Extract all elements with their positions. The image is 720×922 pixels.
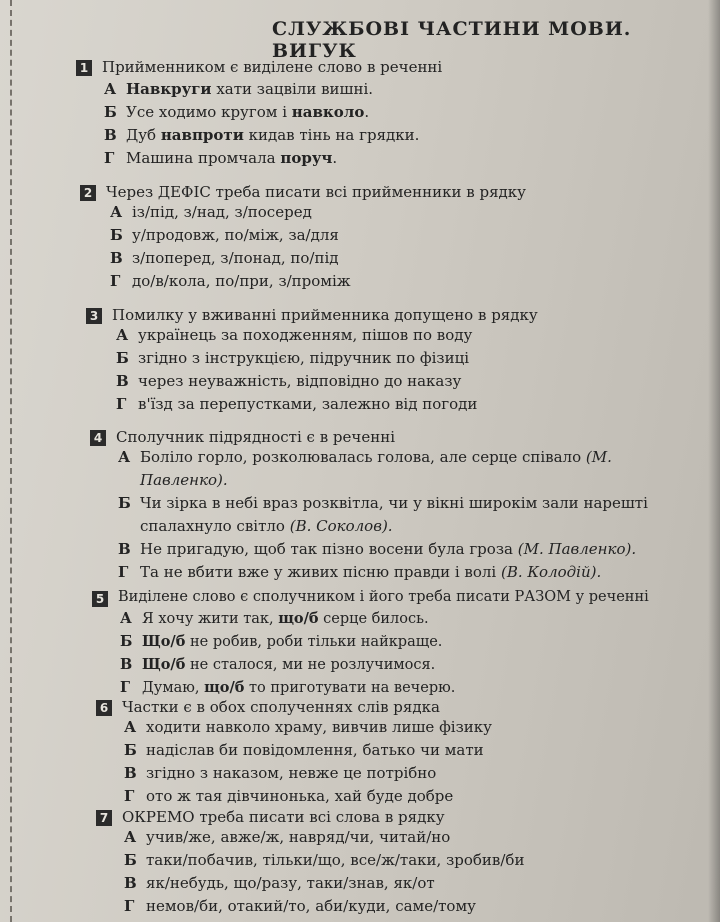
- option-author: (В. Колодій).: [501, 563, 602, 581]
- question-header: [96, 808, 524, 826]
- answer-option-d[interactable]: [124, 895, 524, 918]
- answer-options: [116, 324, 538, 416]
- option-letter: Б: [104, 103, 117, 121]
- option-text-post: то приготувати на вечерю.: [244, 680, 456, 696]
- question-7: [96, 808, 524, 918]
- option-letter: Б: [116, 349, 129, 367]
- option-highlight-word: що/б: [278, 610, 319, 627]
- answer-option-d[interactable]: [124, 785, 492, 808]
- option-text-pre: Усе ходимо кругом і: [126, 103, 292, 121]
- option-text: [140, 538, 700, 561]
- question-text: Прийменником є виділене слово в реченні: [102, 58, 443, 76]
- option-letter: А: [120, 610, 132, 627]
- answer-option-a[interactable]: [124, 826, 524, 849]
- question-number: 7: [96, 810, 112, 826]
- question-number: 6: [96, 700, 112, 716]
- option-letter: Б: [110, 226, 123, 244]
- option-text: через неуважність, відповідно до наказу: [138, 372, 462, 390]
- option-text: [140, 446, 700, 492]
- option-letter: А: [124, 828, 137, 846]
- answer-option-c[interactable]: [104, 124, 442, 147]
- option-letter: В: [120, 656, 133, 673]
- option-letter: А: [116, 326, 129, 344]
- answer-option-c[interactable]: [120, 653, 649, 676]
- answer-option-b[interactable]: [110, 224, 526, 247]
- option-letter: В: [118, 540, 131, 558]
- option-letter: Б: [120, 633, 133, 650]
- option-text: [142, 653, 435, 676]
- option-text-post: не сталося, ми не розлучимося.: [185, 657, 436, 673]
- option-sentence: Боліло горло, розколювалась голова, але серце співало: [140, 448, 582, 466]
- option-text: [142, 630, 442, 653]
- option-text: ходити навколо храму, вивчив лише фізику: [146, 718, 492, 736]
- answer-option-a[interactable]: [124, 716, 492, 739]
- option-text-post: хати зацвіли вишні.: [211, 80, 374, 98]
- answer-option-b[interactable]: [116, 347, 538, 370]
- option-text: немов/би, отакий/то, аби/куди, саме/тому: [146, 897, 476, 915]
- answer-option-c[interactable]: [124, 762, 492, 785]
- question-header: [86, 306, 538, 324]
- option-letter: Б: [124, 741, 137, 759]
- option-text-pre: Дуб: [126, 126, 161, 144]
- answer-option-c[interactable]: [118, 538, 700, 561]
- option-letter: Г: [124, 787, 135, 805]
- question-6: [96, 698, 492, 808]
- option-text: [140, 492, 700, 538]
- option-text-post: не робив, роби тільки найкраще.: [185, 634, 443, 650]
- option-highlight-word: навпроти: [160, 126, 244, 144]
- option-letter: В: [124, 874, 137, 892]
- option-letter: Б: [118, 494, 131, 512]
- option-text-pre: Я хочу жити так,: [142, 611, 279, 627]
- option-author: (М. Павленко).: [517, 540, 637, 558]
- question-header: [96, 698, 492, 716]
- option-text-post: .: [364, 103, 370, 121]
- option-text: з/поперед, з/понад, по/під: [132, 249, 339, 267]
- question-header: [90, 428, 700, 446]
- answer-option-b[interactable]: [124, 739, 492, 762]
- option-text: [126, 78, 373, 101]
- question-text: Через ДЕФІС треба писати всі прийменники в рядку: [106, 183, 526, 201]
- answer-option-a[interactable]: [118, 446, 700, 492]
- option-letter: В: [124, 764, 137, 782]
- page-title: СЛУЖБОВІ ЧАСТИНИ МОВИ. ВИГУК: [272, 18, 632, 62]
- answer-options: [110, 201, 526, 293]
- question-header: [80, 183, 526, 201]
- option-letter: Б: [124, 851, 137, 869]
- option-text-post: серце билось.: [318, 611, 429, 627]
- option-letter: Г: [104, 149, 115, 167]
- question-number: 5: [92, 591, 108, 607]
- answer-options: [124, 716, 492, 808]
- option-sentence: Чи зірка в небі враз розквітла, чи у вікні широкім зали нарешті спалахнуло світло: [140, 494, 648, 535]
- option-text-pre: Думаю,: [142, 680, 205, 696]
- option-text: українець за походженням, пішов по воду: [138, 326, 473, 344]
- option-text: із/під, з/над, з/посеред: [132, 203, 312, 221]
- answer-option-b[interactable]: [104, 101, 442, 124]
- question-number: 1: [76, 60, 92, 76]
- question-header: [76, 58, 442, 76]
- option-letter: Г: [110, 272, 121, 290]
- option-letter: Г: [116, 395, 127, 413]
- page-margin-dashed-line: [10, 0, 12, 922]
- option-text: [126, 124, 419, 147]
- answer-option-d[interactable]: [118, 561, 700, 584]
- option-author: (М. Павленко).: [140, 448, 612, 489]
- option-text: згідно з наказом, невже це потрібно: [146, 764, 437, 782]
- question-2: [80, 183, 526, 293]
- answer-option-a[interactable]: [116, 324, 538, 347]
- option-text: у/продовж, по/між, за/для: [132, 226, 339, 244]
- question-number: 2: [80, 185, 96, 201]
- question-text: Помилку у вживанні прийменника допущено в рядку: [112, 306, 538, 324]
- option-letter: А: [104, 80, 117, 98]
- option-letter: В: [116, 372, 129, 390]
- answer-option-d[interactable]: [116, 393, 538, 416]
- answer-option-b[interactable]: [120, 630, 649, 653]
- option-letter: Г: [118, 563, 129, 581]
- option-highlight-word: навколо: [291, 103, 365, 121]
- question-5: [92, 589, 649, 699]
- option-letter: Г: [120, 679, 131, 696]
- option-text: згідно з інструкцією, підручник по фізиці: [138, 349, 470, 367]
- option-text: [126, 147, 337, 170]
- answer-option-a[interactable]: [104, 78, 442, 101]
- option-highlight-word: Що/б: [142, 656, 186, 673]
- option-letter: Г: [124, 897, 135, 915]
- question-number: 3: [86, 308, 102, 324]
- answer-option-d[interactable]: [110, 270, 526, 293]
- answer-option-c[interactable]: [124, 872, 524, 895]
- option-text: до/в/кола, по/при, з/проміж: [132, 272, 351, 290]
- page-edge-shadow: [708, 0, 720, 922]
- option-text-post: кидав тінь на грядки.: [243, 126, 420, 144]
- answer-options: [104, 78, 442, 170]
- option-text: учив/же, авже/ж, навряд/чи, читай/но: [146, 828, 451, 846]
- option-highlight-word: Навкруги: [126, 80, 212, 98]
- answer-option-d[interactable]: [120, 676, 649, 699]
- option-letter: А: [124, 718, 137, 736]
- answer-option-a[interactable]: [110, 201, 526, 224]
- answer-options: [124, 826, 524, 918]
- answer-option-c[interactable]: [110, 247, 526, 270]
- option-author: (В. Соколов).: [289, 517, 393, 535]
- option-highlight-word: поруч: [280, 149, 333, 167]
- question-text: Частки є в обох сполученнях слів рядка: [122, 698, 440, 716]
- question-4: [90, 428, 700, 584]
- answer-option-c[interactable]: [116, 370, 538, 393]
- question-3: [86, 306, 538, 416]
- question-1: [76, 58, 442, 170]
- option-text: надіслав би повідомлення, батько чи мати: [146, 741, 484, 759]
- answer-option-a[interactable]: [120, 607, 649, 630]
- option-sentence: Не пригадую, щоб так пізно восени була гроза: [140, 540, 513, 558]
- answer-option-d[interactable]: [104, 147, 442, 170]
- option-highlight-word: Що/б: [142, 633, 186, 650]
- question-number: 4: [90, 430, 106, 446]
- question-header: [92, 589, 649, 607]
- option-sentence: Та не вбити вже у живих пісню правди і волі: [140, 563, 497, 581]
- option-text: [142, 607, 429, 630]
- option-text: [126, 101, 369, 124]
- question-text: ОКРЕМО треба писати всі слова в рядку: [122, 808, 445, 826]
- question-text: Сполучник підрядності є в реченні: [116, 428, 395, 446]
- answer-option-b[interactable]: [124, 849, 524, 872]
- option-letter: В: [110, 249, 123, 267]
- option-text: як/небудь, що/разу, таки/знав, як/от: [146, 874, 435, 892]
- option-letter: В: [104, 126, 117, 144]
- answer-options: [118, 446, 700, 584]
- option-text-post: .: [332, 149, 338, 167]
- option-letter: А: [118, 448, 131, 466]
- option-highlight-word: що/б: [204, 679, 245, 696]
- option-text: ото ж тая дівчинонька, хай буде добре: [146, 787, 454, 805]
- answer-option-b[interactable]: [118, 492, 700, 538]
- question-text: Виділене слово є сполучником і його треба писати РАЗОМ у реченні: [118, 589, 649, 605]
- option-text: таки/побачив, тільки/що, все/ж/таки, зробив/би: [146, 851, 525, 869]
- answer-options: [120, 607, 649, 699]
- option-text: [142, 676, 455, 699]
- option-text: [140, 561, 700, 584]
- option-text: в'їзд за перепустками, залежно від погоди: [138, 395, 478, 413]
- option-letter: А: [110, 203, 123, 221]
- option-text-pre: Машина промчала: [126, 149, 281, 167]
